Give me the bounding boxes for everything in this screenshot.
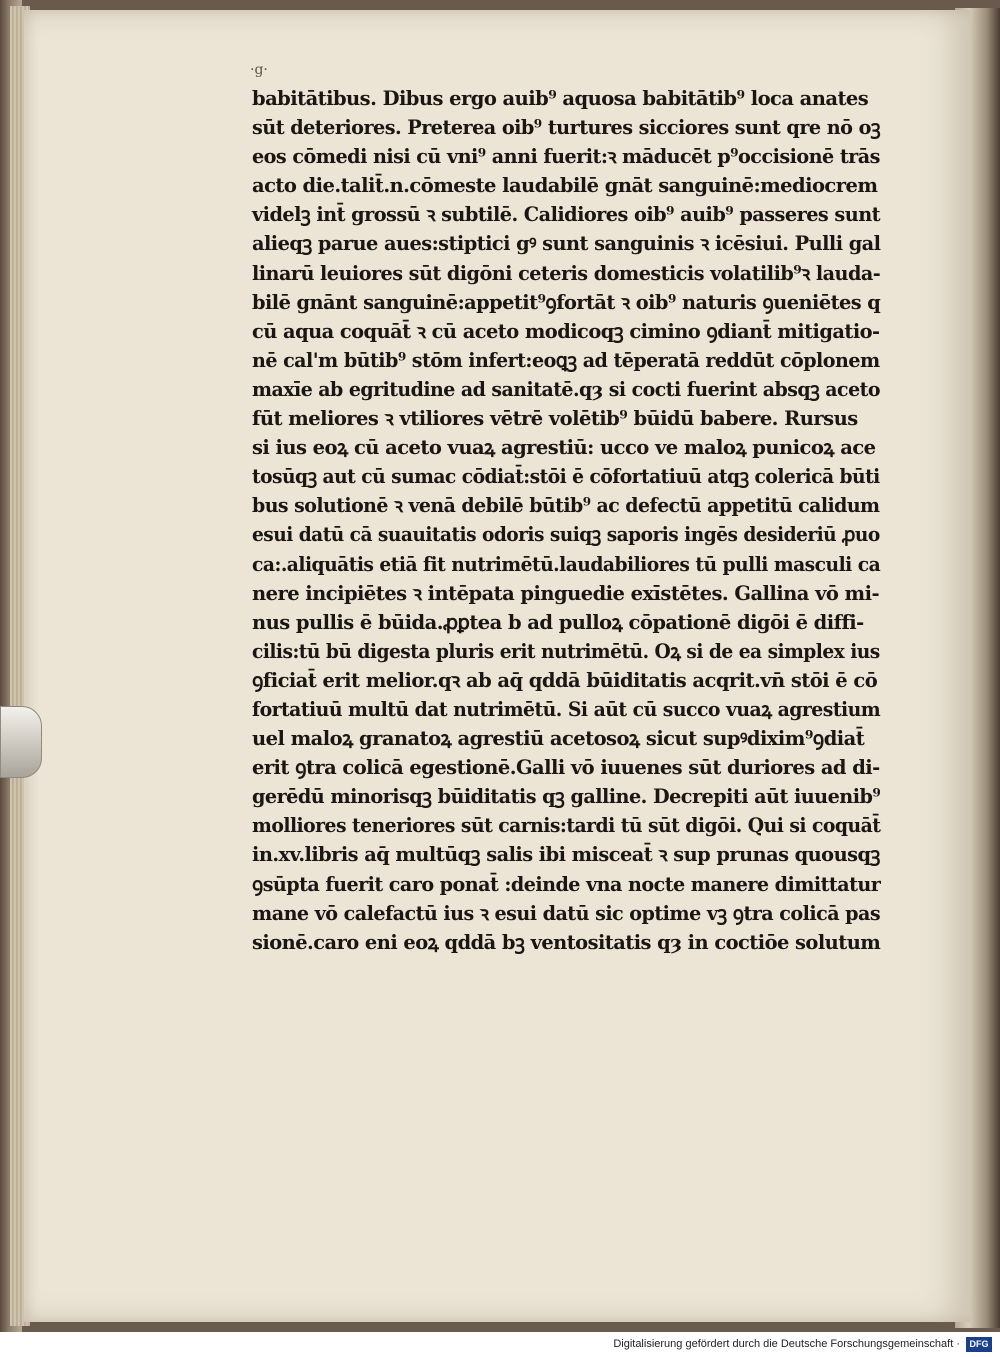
text-line: nus pullis ē būida.ꝓꝑtea b ad pulloꝝ cōpationē digōi ē diffi- [252,610,864,634]
text-line: ꝯficiat̄ erit melior.qꝛ ab aq̄ qddā būiditatis acqrit.vn̄ stōi ē cō [252,668,878,692]
text-line: fortatiuū multū dat nutrimētū. Si aūt cū succo vuaꝝ agrestium [252,697,881,721]
page-clip [0,706,42,778]
text-line: ꝯsūpta fuerit caro ponat̄ :deinde vna nocte manere dimittatur [252,872,881,896]
footer-bar [0,1332,1000,1357]
text-line: molliores teneriores sūt carnis:tardi tū sūt digōi. Qui si coquāt̄ [252,814,881,838]
text-line: tosūqꝫ aut cū sumac cōdiat̄:stōi ē cōfortatiuū atqꝫ colericā būti [252,465,880,489]
dfg-logo-icon: DFG [966,1337,992,1352]
text-line: mane vō calefactū ius ꝛ esui datū sic optime vꝫ ꝯtra colicā pas [252,901,881,925]
text-line: maxīe ab egritudine ad sanitatē.qȝ si cocti fuerint absqꝫ aceto [252,377,880,401]
text-line: in.xv.libris aq̄ multūqꝫ salis ibi misceat̄ ꝛ sup prunas quousqꝫ [252,843,880,867]
text-line: esui datū cā suauitatis odoris suiqꝫ saporis ingēs desideriū ꝓuo [252,523,880,547]
text-line: uel maloꝝ granatoꝝ agrestiū acetosoꝝ sicut supꝰdixim⁹ꝯdiat̄ [252,727,865,751]
text-line: gerēdū minorisqꝫ būiditatis qꝫ galline. Decrepiti aūt iuuenib⁹ [252,785,881,809]
text-line: sūt deteriores. Preterea oib⁹ turtures sicciores sunt qre nō oꝫ [252,116,881,140]
text-line: linarū leuiores sūt digōni ceteris domesticis volatilib⁹ꝛ lauda- [252,261,881,285]
text-line: ca:.aliquātis etiā fit nutrimētū.laudabiliores tū pulli masculi ca [252,552,881,576]
text-line: bus solutionē ꝛ venā debilē būtib⁹ ac defectū appetitū calidum [252,494,880,518]
text-line: videlꝫ int̄ grossū ꝛ subtilē. Calidiores oib⁹ auib⁹ passeres sunt [252,203,881,227]
blackletter-text-block [252,84,880,957]
text-line: sionē.caro eni eoꝝ qddā bꝫ ventositatis qȝ in coctiōe solutum [252,930,881,954]
text-line: eos cōmedi nisi cū vni⁹ anni fuerit:ꝛ māducēt p⁹occisionē trās [252,145,880,169]
text-line: cū aqua coquāt̄ ꝛ cū aceto modicoqꝫ cimino ꝯdiant̄ mitigatio- [252,319,880,343]
signature-mark: ·g· [250,62,268,78]
text-line: cilis:tū bū digesta pluris erit nutrimētū. Oꝝ si de ea simplex ius [252,639,880,663]
text-line: babitātibus. Dibus ergo auib⁹ aquosa babitātib⁹ loca anates [252,87,869,110]
text-line: nere incipiētes ꝛ intēpata pinguedie exīstētes. Gallina vō mi- [252,581,880,605]
text-line: si ius eoꝝ cū aceto vuaꝝ agrestiū: ucco ve maloꝝ punicoꝝ ace [252,436,876,460]
text-line: fūt meliores ꝛ vtiliores vētrē volētib⁹ būidū babere. Rursus [252,407,858,431]
text-line: nē cal'm būtib⁹ stōm infert:eoꝗꝫ ad tēperatā reddūt cōplonem [252,348,880,372]
text-line: alieqꝫ parue aues:stiptici gꝰ sunt sanguinis ꝛ icēsiui. Pulli gal [252,232,881,256]
text-line: acto die.talit̄.n.cōmeste laudabilē gnāt sanguinē:mediocrem [252,174,878,198]
text-line: bilē gnānt sanguinē:appetit⁹ꝯfortāt ꝛ oib⁹ naturis ꝯueniētes q [252,290,881,314]
text-line: erit ꝯtra colicā egestionē.Galli vō iuuenes sūt duriores ad di- [252,756,880,780]
digitization-credit: Digitalisierung gefördert durch die Deutsche Forschungsgemeinschaft · [613,1338,960,1350]
